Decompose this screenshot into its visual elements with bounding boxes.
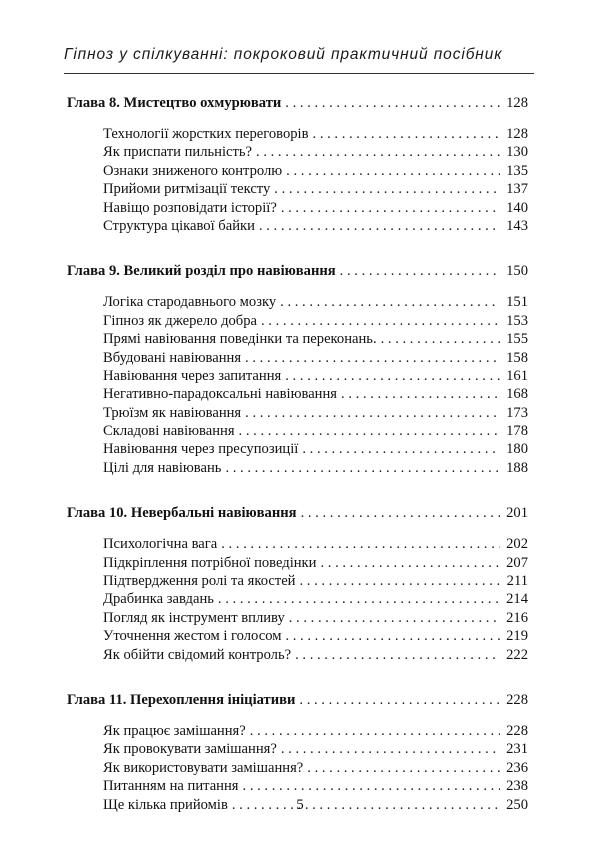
toc-entry[interactable] xyxy=(67,162,528,180)
toc-entry[interactable] xyxy=(67,385,528,403)
leader-dots xyxy=(221,535,500,553)
leader-dots xyxy=(295,646,500,664)
leader-dots xyxy=(341,385,500,403)
toc-entry[interactable] xyxy=(67,367,528,385)
toc-chapter[interactable] xyxy=(67,503,528,523)
toc-chapter[interactable] xyxy=(67,261,528,281)
leader-dots xyxy=(239,422,500,440)
entry-title: Драбинка завдань xyxy=(103,591,214,608)
page-ref: 151 xyxy=(506,294,528,311)
leader-dots xyxy=(320,554,500,572)
leader-dots xyxy=(256,143,500,161)
page-ref: 135 xyxy=(506,162,528,179)
entry-title: Гіпноз як джерело добра xyxy=(103,312,257,329)
entry-title: Цілі для навіювань xyxy=(103,459,222,476)
leader-dots xyxy=(301,503,500,523)
page-ref: 236 xyxy=(506,759,528,776)
toc-entry[interactable] xyxy=(67,722,528,740)
leader-dots xyxy=(274,180,500,198)
page-number: 5 xyxy=(296,797,304,813)
page-ref: 180 xyxy=(506,441,528,458)
toc-entry[interactable] xyxy=(67,740,528,758)
page-ref: 214 xyxy=(506,591,528,608)
toc-entry[interactable] xyxy=(67,180,528,198)
page-ref: 222 xyxy=(506,646,528,663)
toc-chapter[interactable] xyxy=(67,93,528,113)
entry-title: Ознаки зниженого контролю xyxy=(103,162,283,179)
page-ref: 250 xyxy=(506,796,528,813)
entry-title: Ще кілька прийомів xyxy=(103,796,228,813)
page-ref: 168 xyxy=(506,386,528,403)
entry-title: Логіка стародавнього мозку xyxy=(103,294,277,311)
toc-entry[interactable] xyxy=(67,217,528,235)
entry-title: Навіщо розповідати історії? xyxy=(103,199,277,216)
page-ref: 153 xyxy=(506,312,528,329)
entry-title: Прямі навіювання поведінки та переконань. xyxy=(103,331,377,348)
leader-dots xyxy=(340,261,500,281)
leader-dots xyxy=(307,759,500,777)
entry-title: Психологічна вага xyxy=(103,536,218,553)
leader-dots xyxy=(281,740,500,758)
toc-entry[interactable] xyxy=(67,199,528,217)
leader-dots xyxy=(285,627,500,645)
chapter-title: Глава 8. Мистецтво охмурювати xyxy=(67,95,282,111)
entry-title: Як обійти свідомий контроль? xyxy=(103,646,292,663)
page-ref: 201 xyxy=(506,505,528,522)
leader-dots xyxy=(281,199,500,217)
entry-title: Погляд як інструмент впливу xyxy=(103,609,285,626)
page-ref: 238 xyxy=(506,778,528,795)
toc-chapter[interactable] xyxy=(67,690,528,710)
leader-dots xyxy=(225,459,500,477)
leader-dots xyxy=(381,330,500,348)
toc-entry[interactable] xyxy=(67,535,528,553)
toc-entry[interactable] xyxy=(67,422,528,440)
leader-dots xyxy=(259,217,500,235)
leader-dots xyxy=(286,162,500,180)
leader-dots xyxy=(261,312,500,330)
chapter-title: Глава 10. Невербальні навіювання xyxy=(67,505,297,522)
page-ref: 158 xyxy=(506,349,528,366)
toc-entry[interactable] xyxy=(67,759,528,777)
toc-entry[interactable] xyxy=(67,143,528,161)
toc-entry[interactable] xyxy=(67,646,528,664)
entry-title: Вбудовані навіювання xyxy=(103,349,242,366)
toc-entry[interactable] xyxy=(67,404,528,422)
header-rule xyxy=(64,73,534,74)
entry-title: Підкріплення потрібної поведінки xyxy=(103,554,317,571)
page-ref: 228 xyxy=(506,722,528,739)
entry-title: Трюїзм як навіювання xyxy=(103,404,242,421)
entry-title: Навіювання через пресупозиції xyxy=(103,441,299,458)
toc-entry[interactable] xyxy=(67,312,528,330)
entry-title: Негативно-парадоксальні навіювання xyxy=(103,386,338,403)
leader-dots xyxy=(250,722,500,740)
page-ref: 178 xyxy=(506,423,528,440)
toc-entry[interactable] xyxy=(67,125,528,143)
toc-entry[interactable] xyxy=(67,440,528,458)
page-ref: 231 xyxy=(506,741,528,758)
leader-dots xyxy=(313,125,500,143)
leader-dots xyxy=(302,440,500,458)
entry-title: Технології жорстких переговорів xyxy=(103,126,309,142)
leader-dots xyxy=(289,609,500,627)
leader-dots xyxy=(280,293,500,311)
page-ref: 211 xyxy=(506,573,528,590)
entry-title: Як працює замішання? xyxy=(103,722,246,739)
toc-entry[interactable] xyxy=(67,459,528,477)
leader-dots xyxy=(285,93,500,113)
page-ref: 228 xyxy=(506,691,528,708)
page-ref: 216 xyxy=(506,609,528,626)
leader-dots xyxy=(245,404,500,422)
entry-title: Прийоми ритмізації тексту xyxy=(103,181,271,198)
page-ref: 143 xyxy=(506,217,528,234)
page-ref: 128 xyxy=(506,95,528,111)
page-ref: 207 xyxy=(506,554,528,571)
running-header: Гіпноз у спілкуванні: покроковий практичний посібник xyxy=(64,46,503,63)
page-ref: 188 xyxy=(506,459,528,476)
entry-title: Уточнення жестом і голосом xyxy=(103,628,282,645)
entry-title: Складові навіювання xyxy=(103,423,235,440)
page-ref: 150 xyxy=(506,263,528,280)
table-of-contents xyxy=(67,93,528,814)
chapter-title: Глава 9. Великий розділ про навіювання xyxy=(67,263,336,280)
entry-title: Питанням на питання xyxy=(103,778,239,795)
leader-dots xyxy=(299,690,500,710)
leader-dots xyxy=(285,367,500,385)
toc-entry[interactable] xyxy=(67,590,528,608)
page-ref: 202 xyxy=(506,536,528,553)
leader-dots xyxy=(218,590,500,608)
toc-entry[interactable] xyxy=(67,349,528,367)
leader-dots xyxy=(300,572,501,590)
leader-dots xyxy=(245,349,500,367)
toc-entry[interactable] xyxy=(67,609,528,627)
entry-title: Структура цікавої байки xyxy=(103,217,255,234)
page-ref: 173 xyxy=(506,404,528,421)
page-ref: 140 xyxy=(506,199,528,216)
toc-entry[interactable] xyxy=(67,554,528,572)
entry-title: Як використовувати замішання? xyxy=(103,759,304,776)
toc-entry[interactable] xyxy=(67,627,528,645)
entry-title: Як провокувати замішання? xyxy=(103,741,277,758)
page-ref: 137 xyxy=(506,181,528,198)
toc-entry[interactable] xyxy=(67,777,528,795)
toc-entry[interactable] xyxy=(67,330,528,348)
leader-dots xyxy=(243,777,500,795)
page-ref: 155 xyxy=(506,331,528,348)
page-ref: 130 xyxy=(506,144,528,161)
entry-title: Навіювання через запитання xyxy=(103,367,282,384)
chapter-title: Глава 11. Перехоплення ініціативи xyxy=(67,691,296,708)
toc-entry[interactable] xyxy=(67,293,528,311)
page-ref: 161 xyxy=(506,367,528,384)
toc-entry[interactable] xyxy=(67,572,528,590)
page-ref: 219 xyxy=(506,628,528,645)
entry-title: Підтвердження ролі та якостей xyxy=(103,573,296,590)
page-ref: 128 xyxy=(506,126,528,142)
entry-title: Як приспати пильність? xyxy=(103,144,253,161)
